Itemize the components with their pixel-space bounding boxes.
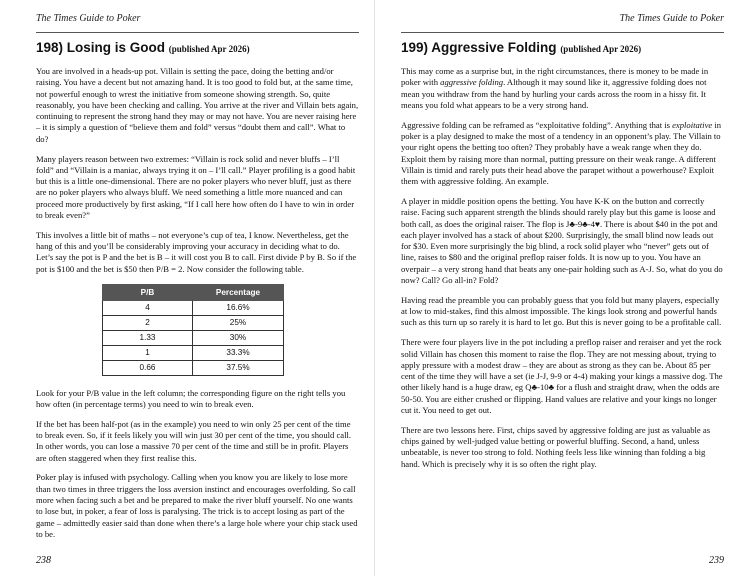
paragraph: Having read the preamble you can probably guess that you fold but many players, especially at low to mid-stakes, find this almost impossible. The kings look strong and powerful hands such as this turn up so rarely it is hard to let go. But this is never going to be a profitable call. [401,294,722,328]
paragraph: A player in middle position opens the betting. You have K-K on the button and correctly raise. Facing such apparent strength the blinds should rarely play but this game is loose and both call, as does the original raiser. The flop is J♣-9♣-4♥. There is about $40 in the pot and each player involved has a stack of about $200. Surprisingly, the small blind now leads out for $30. Even more surprisingly the big blind, a rock solid player who “never” gets out of line, raises to $80 and the original preflop raiser folds. It is now up to you. You have an overpair – a very strong hand that beats any one-pair holding such as A-J. So, what do you do now? Call? Go all-in? Fold? [401,195,723,286]
table-cell: 25% [193,315,284,330]
header-rule [401,32,724,33]
paragraph: Many players reason between two extremes: “Villain is rock solid and never bluffs – I’ll fold” and “Villain is a maniac, always trying it on – I’ll call.” Player profiling is a good habit but this is a little one-dimensional. There are no poker players who never bluff, just as there are no poker players who always bluff. We need something a little more nuanced and can proceed more productively by first asking, “If I call here how often do I have to win in order to break even?” [36,153,356,221]
published-date: (published Apr 2026) [560,44,642,54]
right-page [375,0,750,576]
text-run: Aggressive folding can be reframed as “exploitative folding”. Anything that is [401,119,673,130]
emphasis: aggressive folding [440,77,504,88]
running-head: The Times Guide to Poker [619,13,724,24]
paragraph: There were four players live in the pot including a preflop raiser and reraiser and yet the rock solid Villain has chosen this moment to raise the flop. They are not messing about, trying to apply pressure with a modest draw – they are about as strong as they can be. About 85 per cent of the time they will have a set (ie J-J, 9-9 or 4-4) making your kings a massive dog. The other likely hand is a huge draw, eg Q♣-10♣ for a flush and straight draw, when the odds are 50-50. You are either crushed or flipping. Hand values are relative and your kings no longer cut it. You need to get out. [401,337,723,416]
table-row [103,330,284,345]
paragraph: Look for your P/B value in the left column; the corresponding figure on the right tells you how often (in percentage terms) you need to win to break even. [36,387,346,409]
table-row [103,315,284,330]
paragraph [401,66,724,111]
table-header-row [103,284,284,300]
table-cell: 16.6% [193,300,284,315]
paragraph [401,120,724,188]
article-title [401,39,724,58]
emphasis: exploitative [672,119,713,130]
page-number: 239 [709,555,724,566]
paragraph: There are two lessons here. First, chips saved by aggressive folding are just as valuable as chips gained by well-judged value betting or powerful bluffing. Second, a hand, unless unbeatable, is never too strong to fold. Nothing feels less like winning than folding a big hand. Which is precisely why it is so often the right play. [401,424,711,469]
paragraph: Poker play is infused with psychology. Calling when you know you are likely to lose more than two times in three triggers the loss aversion instinct and encourages overfolding. So call more when facing such a bet and be prepared to make the river bluff yourself. No one wants to lose but, in poker, a fear of loss is paralysing. The trick is to accept losing as part of the game – admittedly easier said than done when there’s a large hole where your chip stack used to be. [36,472,358,539]
table-cell: 30% [193,330,284,345]
table-row [103,345,284,360]
table-cell: 33.3% [193,345,284,360]
page-number: 238 [36,555,51,566]
article-title [36,39,359,58]
table-cell: 4 [103,300,193,315]
table-cell: 0.66 [103,360,193,375]
pot-odds-table [102,284,284,376]
table-cell: 37.5% [193,360,284,375]
column-header: P/B [103,284,193,300]
header-rule [36,32,359,33]
text-run: This may come as a surprise but, in the right circumstances, there is money to be made in poker with [401,66,709,88]
table-cell: 2 [103,315,193,330]
column-header: Percentage [193,284,284,300]
text-run: . Although it may sound like it, aggressive folding does not mean you withdraw from the hand by hurling your cards across the room in a hissy fit. It means you fold what appears to be a very strong hand. [401,77,707,110]
table-row [103,360,284,375]
paragraph: This involves a little bit of maths – not everyone’s cup of tea, I know. Nevertheless, get the hang of this and you’ll be considerably improving your accuracy in deciding what to do. Let’s say the pot is P and the bet is B – it will cost you B to call. First divide P by B. So if the pot is $100 and the bet is $50 then P/B = 2. Now consider the following table. [36,229,357,274]
published-date: (published Apr 2026) [168,44,250,54]
running-head: The Times Guide to Poker [36,13,141,24]
paragraph: You are involved in a heads-up pot. Villain is setting the pace, doing the betting and/or raising. You have a decent but not amazing hand. It is too good to fold but, at the same time, not powerful enough to wrest the initiative from someone showing strength. So, quite reasonably, you have been checking and calling. You arrive at the river and Villain bets again, continuing to represent the strong hand they may or may not have. You are never raising here – it is simply a question of “believe them and fold” versus “doubt them and call”. What to do? [36,66,359,144]
title-text: 198) Losing is Good [36,40,166,55]
table-cell: 1 [103,345,193,360]
table-cell: 1.33 [103,330,193,345]
paragraph: If the bet has been half-pot (as in the example) you need to win only 25 per cent of the time to break even. So, if it feels likely you will win just 30 per cent of the time, you should call. In other words, you can lose a massive 70 per cent of the time and still be in profit. Players are often staggered when they first realise this. [36,418,352,463]
title-text: 199) Aggressive Folding [401,40,557,55]
table-row [103,300,284,315]
text-run: in poker is a play designed to make the most of a tendency in an opponent’s play. The Villain to your right opens the betting too often? They probably have a weak range when they do. Exploit them by raising more than normal, putting pressure on their weak range. A different Villain is timid and rarely puts their head above the parapet without a powerhouse? Exploit them with aggressive folding. An example. [401,119,722,187]
